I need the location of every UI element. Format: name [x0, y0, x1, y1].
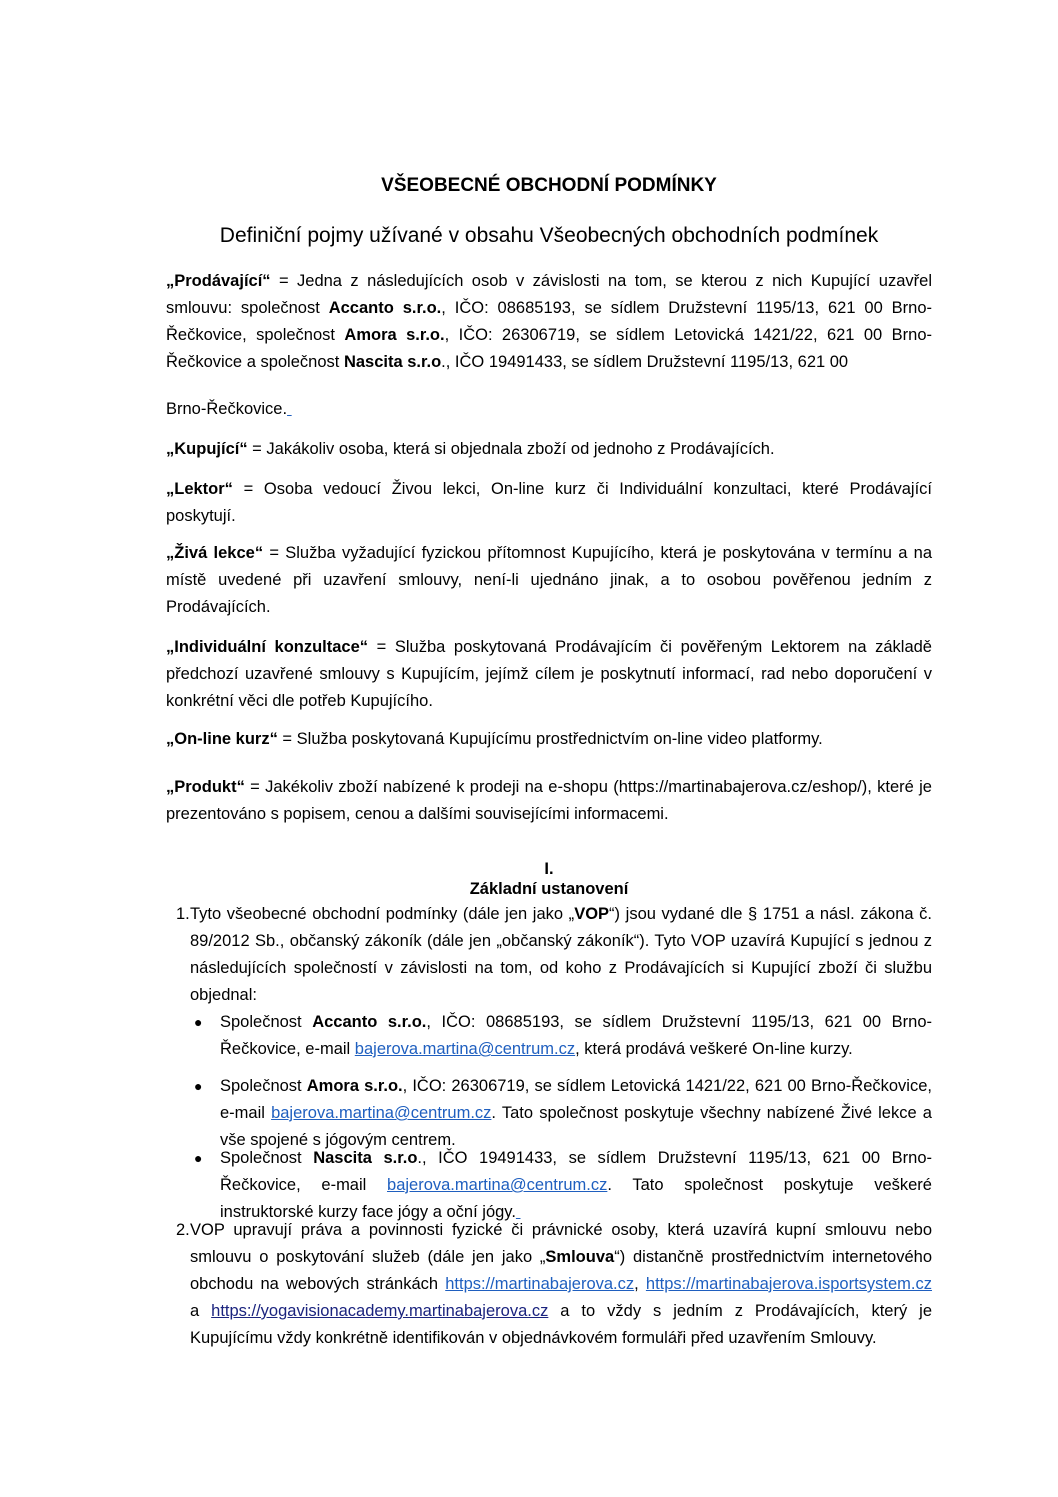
- document-subtitle: Definiční pojmy užívané v obsahu Všeobecných obchodních podmínek: [219, 224, 879, 247]
- email-link[interactable]: bajerova.martina@centrum.cz: [354, 1040, 576, 1058]
- bullet-item-amora: ● Společnost Amora s.r.o., IČO: 26306719, se sídlem Letovická 1421/22, 621 00 Brno-Řečkovice, e-mail bajerova.martina@centrum.cz. Tato společnost poskytuje všechny nabízené Živé lekce a vše spojené s jógovým centrem.: [220, 1073, 932, 1154]
- section-title: Základní ustanovení: [469, 880, 629, 898]
- website-link-yogavisionacademy[interactable]: https://yogavisionacademy.martinabajerova.cz: [211, 1302, 549, 1320]
- list-item-2: 2. VOP upravují práva a povinnosti fyzické či právnické osoby, která uzavírá kupní smlouvu nebo smlouvu o poskytování služeb (dále jen jako „Smlouva“) distančně prostřednictvím internetového obchodu na webových stránkách https://martinabajerova.cz, https://martinabajerova.isportsystem.cz a https://yogavisionacademy.martinabajerova.cz a to vždy s jedním z Prodávajících, který je Kupujícímu vždy konkrétně identifikován v objednávkovém formuláři před uzavřením Smlouvy.: [190, 1217, 932, 1352]
- list-number: 1.: [176, 905, 190, 923]
- bullet-item-nascita: ● Společnost Nascita s.r.o., IČO 19491433, se sídlem Družstevní 1195/13, 621 00 Brno-Řečkovice, e-mail bajerova.martina@centrum.cz. Tato společnost poskytuje veškeré instruktorské kurzy face jógy a oční jógy.: [220, 1145, 932, 1226]
- bullet-item-accanto: ● Společnost Accanto s.r.o., IČO: 08685193, se sídlem Družstevní 1195/13, 621 00 Brno-Řečkovice, e-mail bajerova.martina@centrum.cz, která prodává veškeré On-line kurzy.: [220, 1009, 932, 1063]
- definition-lektor: „Lektor“ = Osoba vedoucí Živou lekci, On-line kurz či Individuální konzultaci, které Prodávající poskytují.: [166, 480, 932, 525]
- bullet-icon: ●: [194, 1150, 203, 1166]
- definition-ziva-lekce: „Živá lekce“ = Služba vyžadující fyzickou přítomnost Kupujícího, která je poskytována v termínu a na místě uvedené při uzavření smlouvy, není-li ujednáno jinak, a to osobou pověřenou jedním z Prodávajících.: [166, 544, 932, 616]
- document-title: VŠEOBECNÉ OBCHODNÍ PODMÍNKY: [381, 175, 717, 196]
- term: „Prodávající“: [166, 272, 271, 290]
- list-number: 2.: [176, 1221, 190, 1239]
- bullet-icon: ●: [194, 1014, 203, 1030]
- definition-produkt: „Produkt“ = Jakékoliv zboží nabízené k prodeji na e-shopu (https://martinabajerova.cz/eshop/), které je prezentováno s popisem, cenou a dalšími souvisejícími informacemi.: [166, 778, 932, 823]
- website-link-martinabajerova[interactable]: https://martinabajerova.cz: [445, 1275, 635, 1293]
- section-number: I.: [544, 860, 554, 878]
- definition-prodavajici: „Prodávající“ = Jedna z následujících osob v závislosti na tom, se kterou z nich Kupující uzavřel smlouvu: společnost Accanto s.r.o., IČO: 08685193, se sídlem Družstevní 1195/13, 621 00 Brno-Řečkovice, společnost Amora s.r.o., IČO: 26306719, se sídlem Letovická 1421/22, 621 00 Brno-Řečkovice a společnost Nascita s.r.o., IČO 19491433, se sídlem Družstevní 1195/13, 621 00: [166, 272, 933, 371]
- bullet-icon: ●: [194, 1078, 203, 1094]
- email-link[interactable]: bajerova.martina@centrum.cz: [387, 1176, 608, 1194]
- definition-individualni-konzultace: „Individuální konzultace“ = Služba poskytovaná Prodávajícím či pověřeným Lektorem na základě předchozí uzavřené smlouvy s Kupujícím, jejímž cílem je poskytnutí informací, rad nebo doporučení v konkrétní věci dle potřeb Kupujícího.: [166, 638, 932, 710]
- email-link[interactable]: bajerova.martina@centrum.cz: [271, 1104, 492, 1122]
- trailing-mark: [287, 400, 292, 418]
- website-link-isportsystem[interactable]: https://martinabajerova.isportsystem.cz: [645, 1275, 932, 1293]
- definition-kupujici: „Kupující“ = Jakákoliv osoba, která si objednala zboží od jednoho z Prodávajících.: [166, 440, 775, 458]
- definition-online-kurz: „On-line kurz“ = Služba poskytovaná Kupujícímu prostřednictvím on-line video platformy.: [166, 730, 823, 748]
- list-item-1: 1. Tyto všeobecné obchodní podmínky (dále jen jako „VOP“) jsou vydané dle § 1751 a násl. zákona č. 89/2012 Sb., občanský zákoník (dále jen „občanský zákoník“). Tyto VOP uzavírá Kupující s jednou z následujících společností v závislosti na tom, od koho z Prodávajících si Kupující zboží či službu objednal:: [190, 901, 932, 1009]
- definition-prodavajici-cont: Brno-Řečkovice.: [166, 396, 932, 423]
